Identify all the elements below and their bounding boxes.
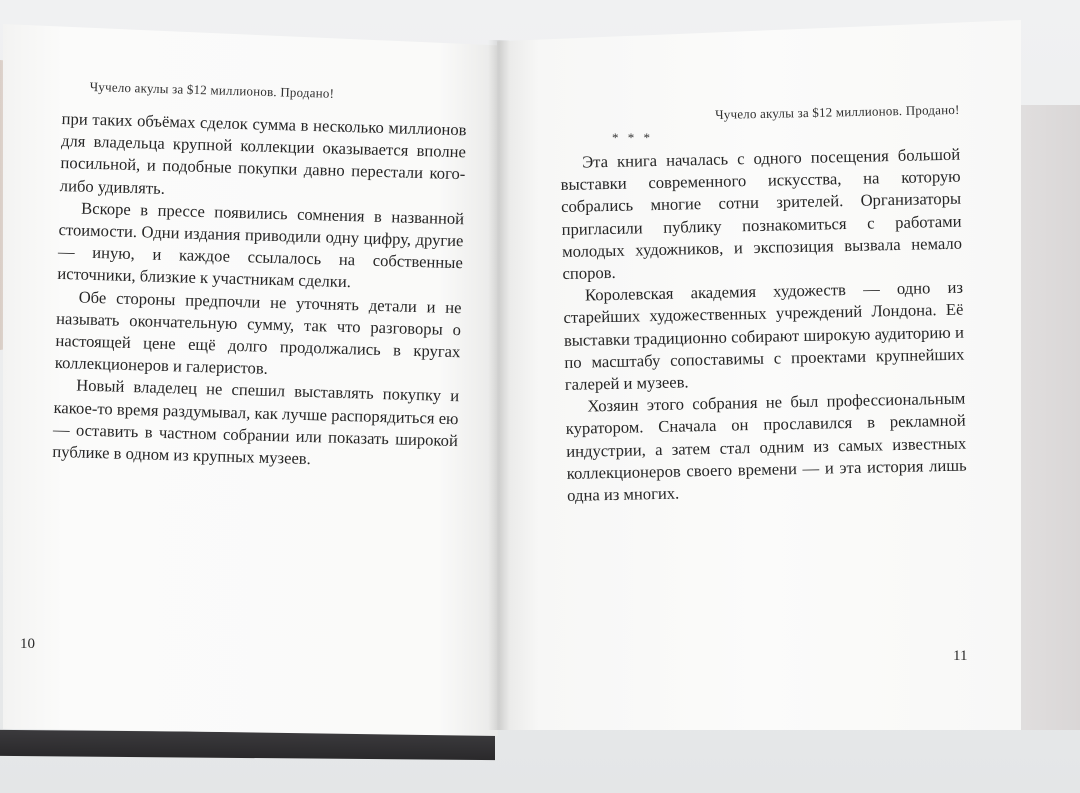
right-paragraph-1: Эта книга началась с одного посещения большой выставки современного искусства, на которую собрались многие сотни зрителей. Организаторы пригласили публику познакомиться с работами молодых художников, и экспозиция вызвала немало споров. <box>560 144 963 283</box>
left-paragraph-1: при таких объёмах сделок сумма в несколько миллионов для владельца крупной коллекции оказывается вполне посильной, и подобные покупки давно перестали кого-либо удивлять. <box>59 108 467 198</box>
right-paragraph-3: Хозяин этого собрания не был профессиональным куратором. Сначала он прославился в рекламной индустрии, а затем стал одним из самых известных коллекционеров своего времени — и эта история лишь одна из многих. <box>565 388 967 505</box>
page-number-left: 10 <box>20 636 35 652</box>
right-paragraph-2: Королевская академия художеств — одно из старейших художественных учреждений Лондона. Её выставки традиционно собирают широкую аудиторию и по масштабу сопоставимы с проектами крупнейших галерей и музеев. <box>563 277 965 394</box>
book-gutter <box>488 40 510 730</box>
right-page-text <box>560 144 967 508</box>
left-page-text <box>52 108 467 474</box>
page-number-right: 11 <box>953 648 968 664</box>
section-break: * * * <box>612 130 653 145</box>
left-paragraph-4: Новый владелец не спешил выставлять покупку и какое-то время раздумывал, как лучше распорядиться ею — оставить в частном собрании или показать широкой публике в одном из крупных музеев. <box>52 375 460 469</box>
running-head-right: Чучело акулы за $12 миллионов. Продано! <box>715 101 960 122</box>
left-paragraph-2: Вскоре в прессе появились сомнения в названной стоимости. Одни издания приводили одну цифру, другие — иную, и каждое ссылалось на собственные источники, близкие к участникам сделки. <box>57 198 465 292</box>
left-paragraph-3: Обе стороны предпочли не уточнять детали и не называть окончательную сумму, так что разговоры о настоящей цене ещё долго продолжались в кругах коллекционеров и галеристов. <box>54 287 462 379</box>
running-head-left: Чучело акулы за $12 миллионов. Продано! <box>89 79 335 101</box>
